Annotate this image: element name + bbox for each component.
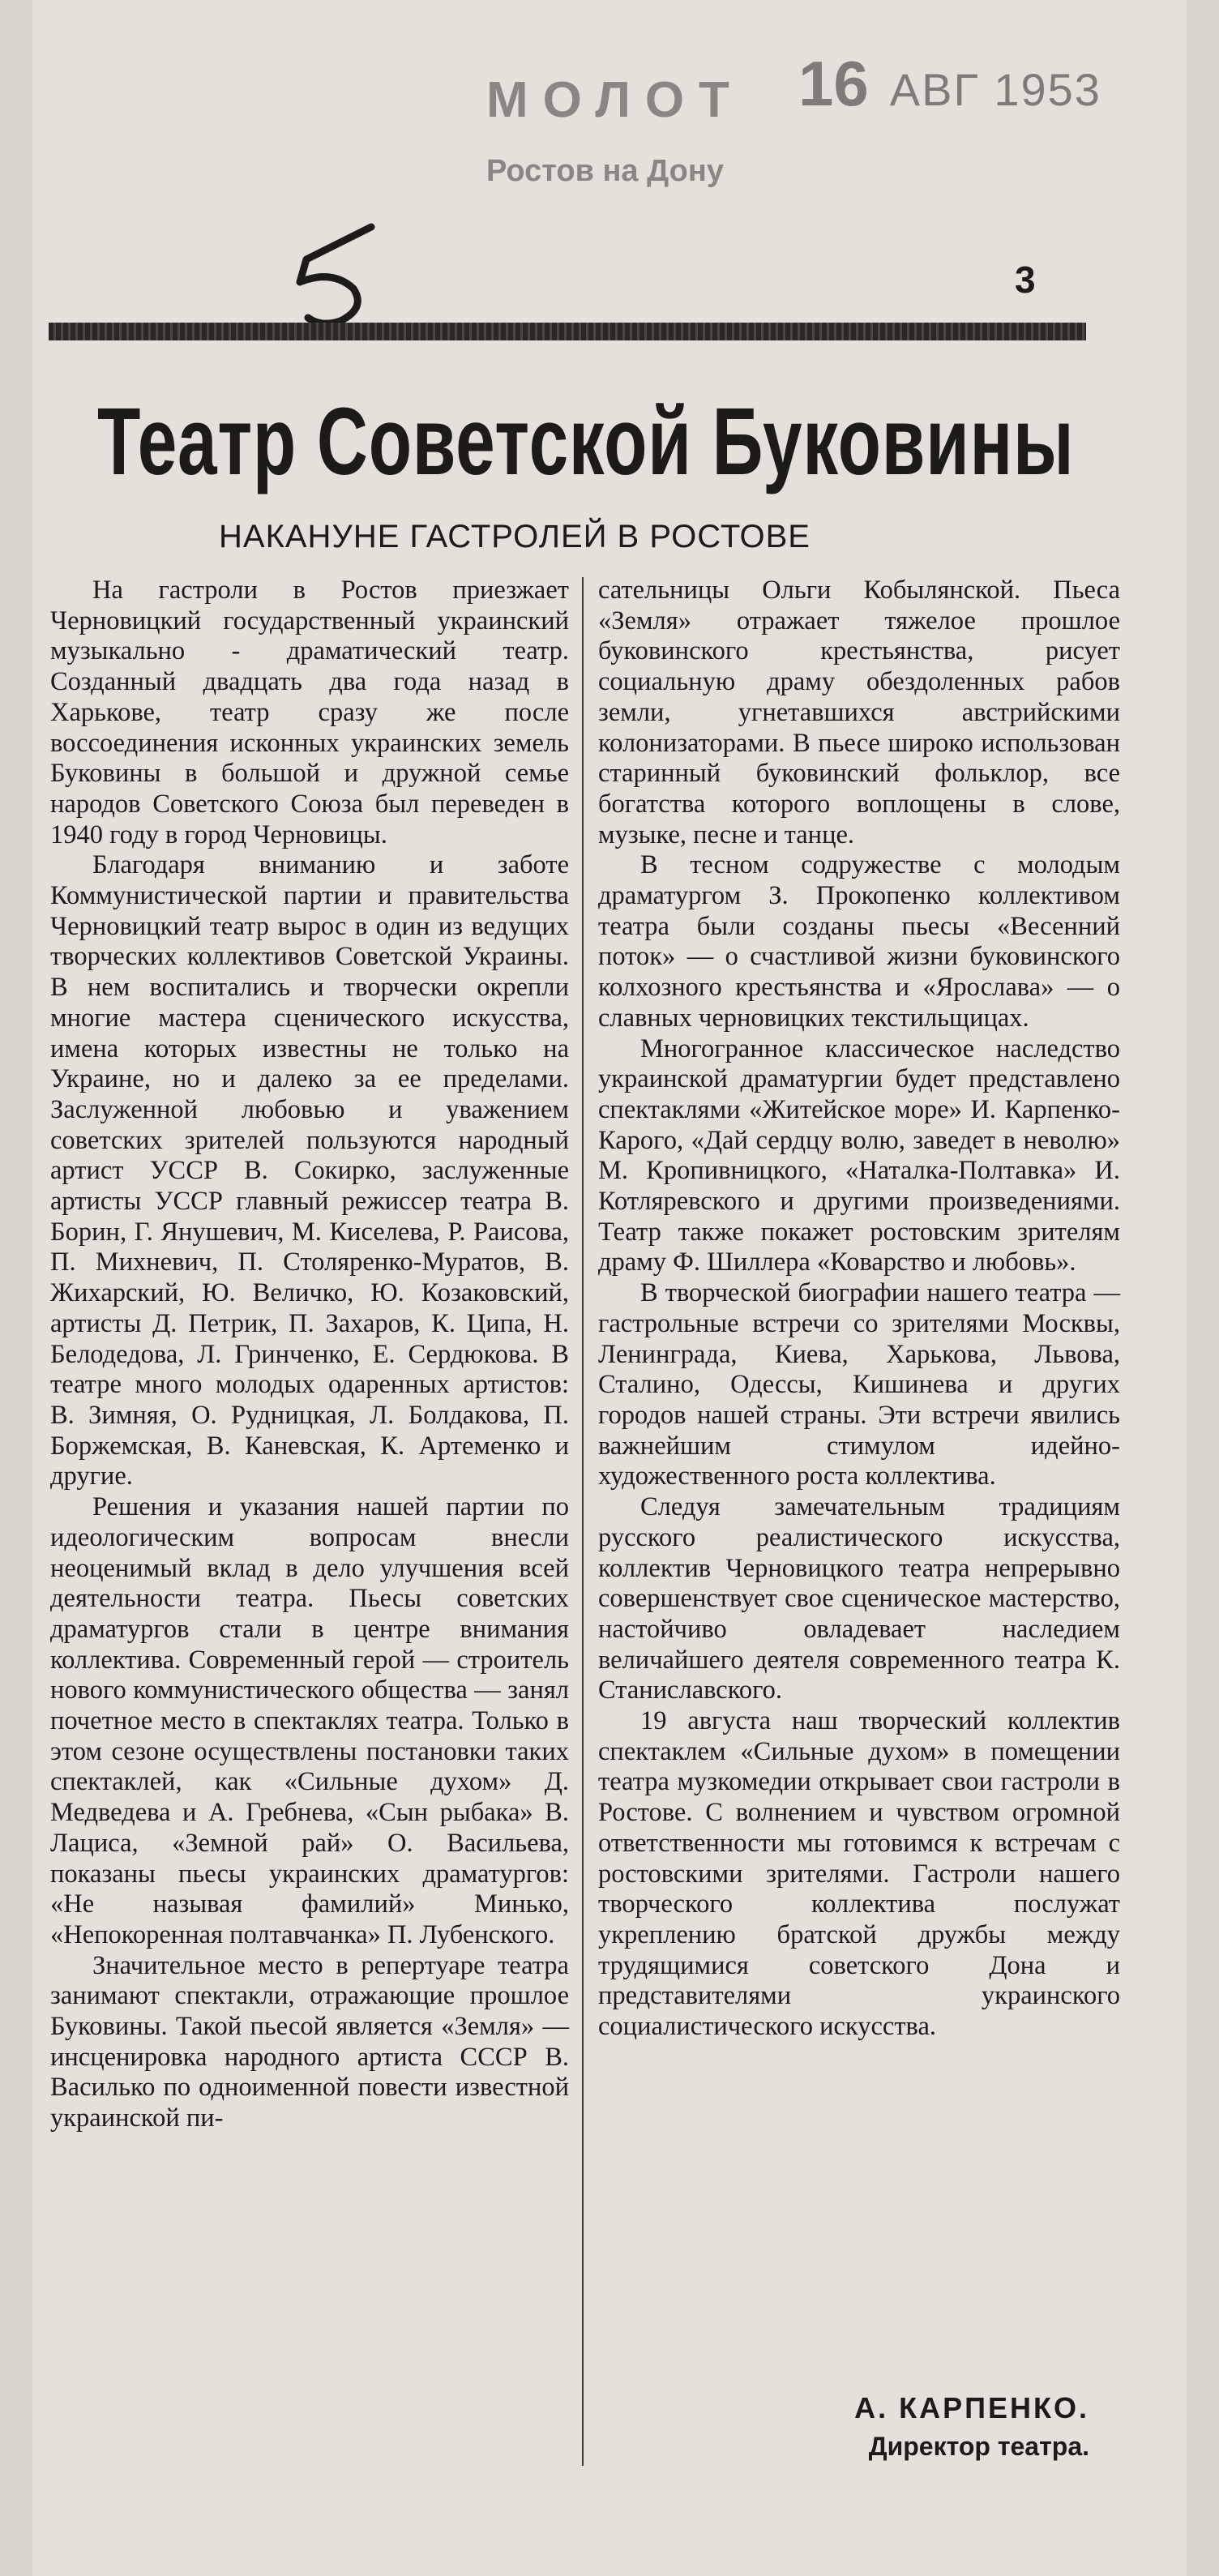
article-subtitle: НАКАНУНЕ ГАСТРОЛЕЙ В РОСТОВЕ bbox=[219, 519, 811, 554]
column-right bbox=[598, 576, 1120, 2043]
page-number: 3 bbox=[1015, 259, 1036, 301]
author-name: А. КАРПЕНКО. bbox=[854, 2391, 1089, 2424]
paragraph: 19 августа наш творческий коллектив спектаклем «Сильные духом» в помещении театра музкомедии открывает свои гастроли в Ростове. С волнением и чувством огромной ответственности мы готовимся к встречам с ростовскими зрителями. Гастроли нашего творческого коллектива послужат укреплению братской дружбы между трудящимися советского Дона и представителями украинского социалистического искусства. bbox=[598, 1706, 1120, 2042]
masthead-stamp: МОЛОТ bbox=[486, 72, 744, 128]
paragraph: На гастроли в Ростов приезжает Черновицкий государственный украинский музыкально - драматический театр. Созданный двадцать два года назад в Харькове, театр сразу же после воссоединения исконных украинских земель Буковины в большой и дружной семье народов Советского Союза был переведен в 1940 году в город Черновицы. bbox=[50, 576, 569, 849]
paragraph: В тесном содружестве с молодым драматургом З. Прокопенко коллективом театра были созданы пьесы «Весенний поток» — о счастливой жизни буковинского колхозного крестьянства и «Ярослава» — о славных черновицких текстильщицах. bbox=[598, 850, 1120, 1033]
author-role: Директор театра. bbox=[868, 2432, 1089, 2461]
paragraph: Многогранное классическое наследство украинской драматургии будет представлено спектаклями «Житейское море» И. Карпенко-Карого, «Дай сердцу волю, заведет в неволю» М. Кропивницкого, «Наталка-Полтавка» И. Котляревского и другими произведениями. Театр также покажет ростовским зрителям драму Ф. Шиллера «Коварство и любовь». bbox=[598, 1033, 1120, 1277]
paragraph: Решения и указания нашей партии по идеологическим вопросам внесли неоценимый вклад в дело улучшения всей деятельности театра. Пьесы советских драматургов стали в центре внимания коллектива. Современный герой — строитель нового коммунистического общества — занял почетное место в спектаклях театра. Только в этом сезоне осуществлены постановки таких спектаклей, как «Сильные духом» Д. Медведева и А. Гребнева, «Сын рыбака» В. Лациса, «Земной рай» О. Васильева, показаны пьесы украинских драматургов: «Не называя фамилий» Минько, «Непокоренная полтавчанка» П. Лубенского. bbox=[50, 1492, 569, 1949]
date-month-year: АВГ 1953 bbox=[889, 64, 1101, 115]
paragraph-continuation: сательницы Ольги Кобылянской. Пьеса «Земля» отражает тяжелое прошлое буковинского крестьянства, рисует социальную драму обездоленных рабов земли, угнетавшихся австрийскими колонизаторами. В пьесе широко использован старинный буковинский фольклор, все богатства которого воплощены в слове, музыке, песне и танце. bbox=[598, 576, 1120, 849]
column-left bbox=[50, 576, 569, 2134]
date-stamp bbox=[798, 47, 1101, 121]
column-divider bbox=[582, 577, 584, 2466]
date-day: 16 bbox=[798, 48, 869, 119]
paragraph: Значительное место в репертуаре театра занимают спектакли, отражающие прошлое Буковины. Такой пьесой является «Земля» — инсценировка народного артиста СССР В. Василько по одноименной повести известной украинской пи- bbox=[50, 1950, 569, 2133]
paragraph: В творческой биографии нашего театра — гастрольные встречи со зрителями Москвы, Ленинграда, Киева, Харькова, Львова, Сталино, Одессы, Кишинева и других городов нашей страны. Эти встречи явились важнейшим стимулом идейно-художественного роста коллектива. bbox=[598, 1278, 1120, 1491]
handwritten-number-icon bbox=[276, 217, 397, 331]
paragraph: Благодаря вниманию и заботе Коммунистической партии и правительства Черновицкий театр вырос в один из ведущих творческих коллективов Советской Украины. В нем воспитались и творчески окрепли многие мастера сценического искусства, имена которых известны не только на Украине, но и далеко за ее пределами. Заслуженной любовью и уважением советских зрителей пользуются народный артист УССР В. Сокирко, заслуженные артисты УССР главный режиссер театра В. Борин, Г. Янушевич, М. Киселева, Р. Раисова, П. Михневич, П. Столяренко-Муратов, В. Жихарский, Ю. Величко, Ю. Козаковский, артисты Д. Петрик, П. Захаров, К. Ципа, Н. Белодедова, Л. Гринченко, Е. Сердюкова. В театре много молодых одаренных артистов: В. Зимняя, О. Рудницкая, Л. Болдакова, П. Боржемская, В. Каневская, К. Артеменко и другие. bbox=[50, 850, 569, 1491]
masthead-city: Ростов на Дону bbox=[486, 154, 724, 188]
header-rule bbox=[49, 323, 1086, 340]
signature bbox=[854, 2391, 1089, 2462]
paragraph: Следуя замечательным традициям русского реалистического искусства, коллектив Черновицкого театра непрерывно совершенствует свое сценическое мастерство, настойчиво овладевает наследием величайшего деятеля современного театра К. Станиславского. bbox=[598, 1492, 1120, 1705]
article-title: Театр Советской Буковины bbox=[97, 388, 1075, 495]
